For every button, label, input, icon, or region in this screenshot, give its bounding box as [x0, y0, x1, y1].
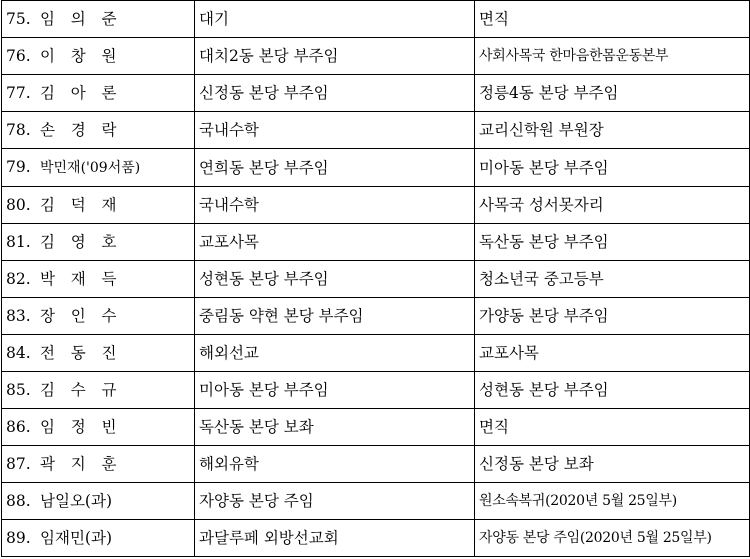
- row-number: 87.: [6, 455, 31, 473]
- table-row: [2, 372, 750, 409]
- person-name: 박민재('09서품): [40, 160, 141, 176]
- row-number: 85.: [6, 381, 31, 399]
- name-cell: [2, 446, 195, 483]
- person-name: 김 아 론: [40, 84, 122, 102]
- new-assignment-cell: 교리신학원 부원장: [475, 112, 750, 149]
- table-row: [2, 483, 750, 520]
- previous-assignment-cell: 국내수학: [195, 187, 475, 224]
- person-name: 이 창 원: [40, 47, 122, 65]
- person-name: 임 정 빈: [40, 418, 122, 436]
- row-number: 84.: [6, 344, 31, 362]
- table-row: [2, 1, 750, 38]
- new-assignment-cell: 미아동 본당 부주임: [475, 149, 750, 187]
- previous-assignment-cell: 연희동 본당 부주임: [195, 149, 475, 187]
- new-assignment-cell: 사목국 성서못자리: [475, 187, 750, 224]
- row-number: 77.: [6, 84, 31, 102]
- name-cell: [2, 298, 195, 335]
- row-number: 83.: [6, 307, 31, 325]
- table-row: [2, 112, 750, 149]
- table-row: [2, 335, 750, 372]
- previous-assignment-cell: 과달루페 외방선교회: [195, 520, 475, 557]
- row-number: 82.: [6, 270, 31, 288]
- name-cell: [2, 224, 195, 261]
- name-cell: [2, 112, 195, 149]
- personnel-table-body: [2, 1, 750, 557]
- table-row: [2, 187, 750, 224]
- name-cell: [2, 520, 195, 557]
- person-name: 김 수 규: [40, 381, 122, 399]
- new-assignment-cell: 가양동 본당 부주임: [475, 298, 750, 335]
- table-row: [2, 446, 750, 483]
- person-name: 곽 지 훈: [40, 455, 122, 473]
- previous-assignment-cell: 대치2동 본당 부주임: [195, 38, 475, 75]
- row-number: 80.: [6, 196, 31, 214]
- new-assignment-cell: 교포사목: [475, 335, 750, 372]
- previous-assignment-cell: 해외선교: [195, 335, 475, 372]
- new-assignment-cell: 사회사목국 한마음한몸운동본부: [475, 38, 750, 75]
- new-assignment-cell: 신정동 본당 보좌: [475, 446, 750, 483]
- name-cell: [2, 483, 195, 520]
- previous-assignment-cell: 국내수학: [195, 112, 475, 149]
- row-number: 76.: [6, 47, 31, 65]
- previous-assignment-cell: 자양동 본당 주임: [195, 483, 475, 520]
- table-row: [2, 261, 750, 298]
- previous-assignment-cell: 미아동 본당 부주임: [195, 372, 475, 409]
- new-assignment-cell: 면직: [475, 409, 750, 446]
- new-assignment-cell: 면직: [475, 1, 750, 38]
- person-name: 장 인 수: [40, 307, 122, 325]
- previous-assignment-cell: 중림동 약현 본당 부주임: [195, 298, 475, 335]
- name-cell: [2, 38, 195, 75]
- previous-assignment-cell: 해외유학: [195, 446, 475, 483]
- table-row: [2, 409, 750, 446]
- person-name: 임 의 준: [40, 10, 122, 28]
- previous-assignment-cell: 독산동 본당 보좌: [195, 409, 475, 446]
- table-row: [2, 75, 750, 112]
- previous-assignment-cell: 대기: [195, 1, 475, 38]
- person-name: 남일오(과): [40, 492, 112, 510]
- personnel-table: [1, 0, 750, 557]
- name-cell: [2, 1, 195, 38]
- name-cell: [2, 187, 195, 224]
- person-name: 박 재 득: [40, 270, 122, 288]
- previous-assignment-cell: 교포사목: [195, 224, 475, 261]
- table-row: [2, 149, 750, 187]
- new-assignment-cell: 독산동 본당 부주임: [475, 224, 750, 261]
- person-name: 김 덕 재: [40, 196, 122, 214]
- table-row: [2, 224, 750, 261]
- person-name: 김 영 호: [40, 233, 122, 251]
- name-cell: [2, 335, 195, 372]
- row-number: 81.: [6, 233, 31, 251]
- table-row: [2, 298, 750, 335]
- new-assignment-cell: 정릉4동 본당 부주임: [475, 75, 750, 112]
- new-assignment-cell: 성현동 본당 부주임: [475, 372, 750, 409]
- name-cell: [2, 261, 195, 298]
- new-assignment-cell: 원소속복귀(2020년 5월 25일부): [475, 483, 750, 520]
- person-name: 임재민(과): [40, 529, 112, 547]
- table-row: [2, 38, 750, 75]
- previous-assignment-cell: 신정동 본당 부주임: [195, 75, 475, 112]
- name-cell: [2, 75, 195, 112]
- name-cell: [2, 372, 195, 409]
- table-row: [2, 520, 750, 557]
- row-number: 88.: [6, 492, 31, 510]
- row-number: 79.: [6, 158, 31, 176]
- person-name: 전 동 진: [40, 344, 122, 362]
- person-name: 손 경 락: [40, 121, 122, 139]
- new-assignment-cell: 자양동 본당 주임(2020년 5월 25일부): [475, 520, 750, 557]
- row-number: 86.: [6, 418, 31, 436]
- name-cell: [2, 409, 195, 446]
- row-number: 89.: [6, 529, 31, 547]
- previous-assignment-cell: 성현동 본당 부주임: [195, 261, 475, 298]
- name-cell: [2, 149, 195, 187]
- row-number: 75.: [6, 10, 31, 28]
- new-assignment-cell: 청소년국 중고등부: [475, 261, 750, 298]
- row-number: 78.: [6, 121, 31, 139]
